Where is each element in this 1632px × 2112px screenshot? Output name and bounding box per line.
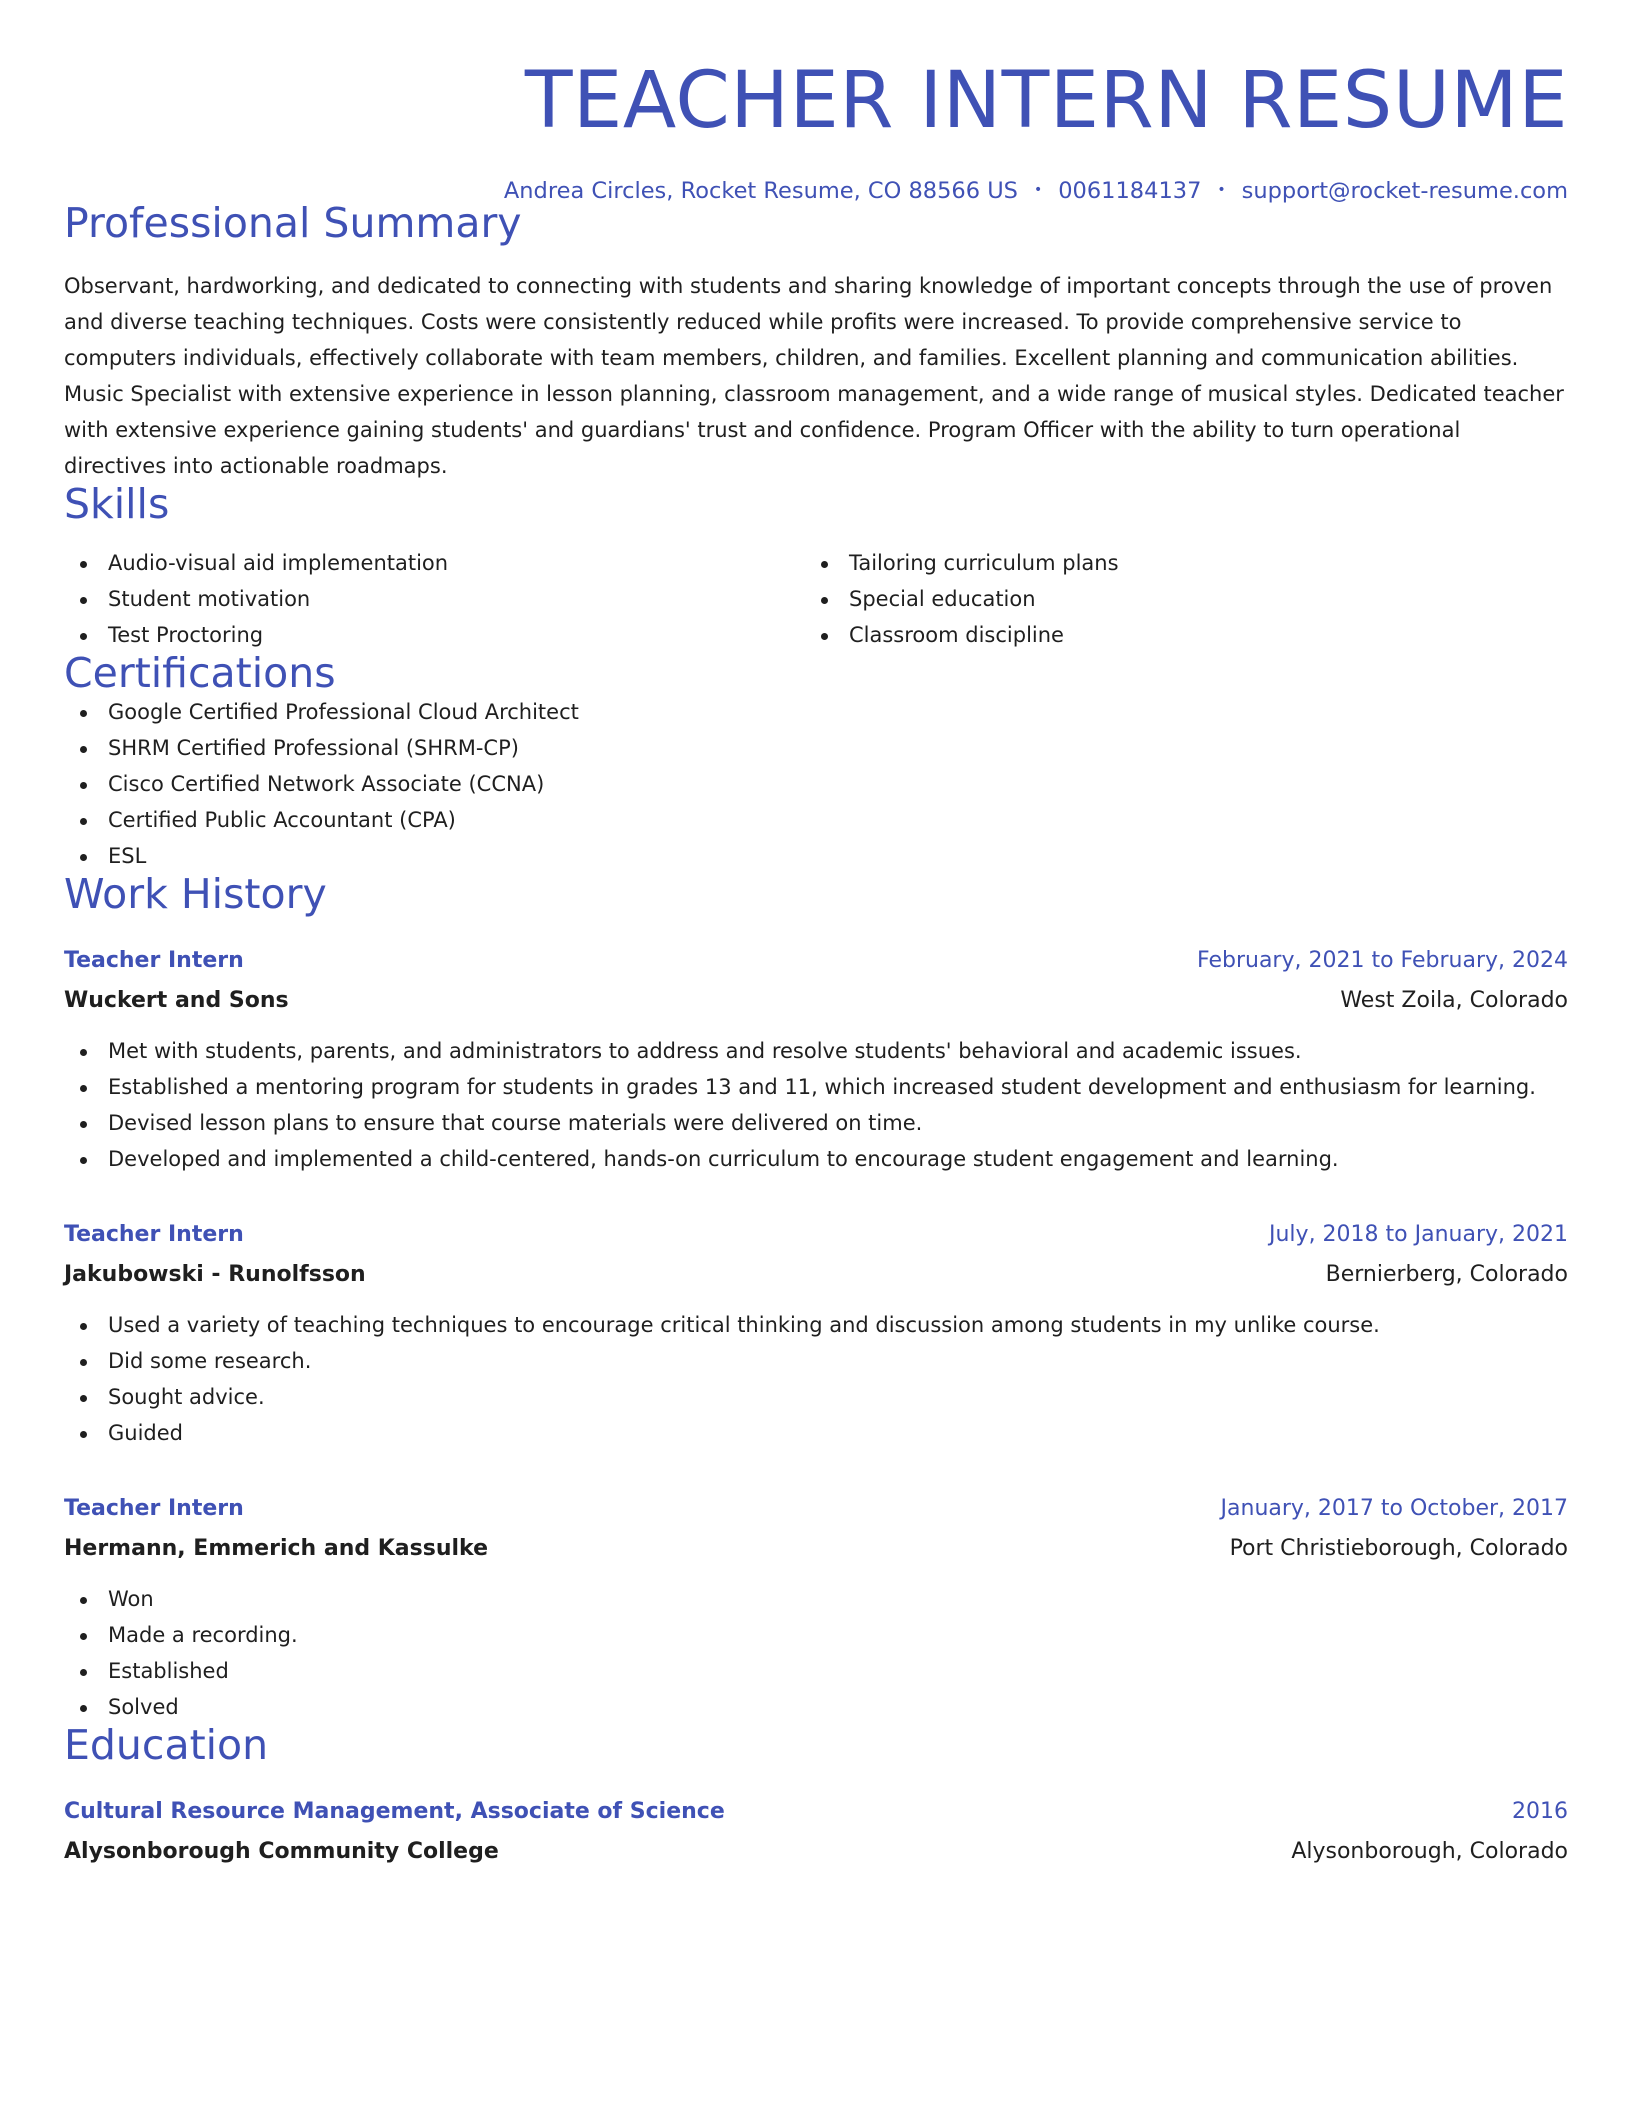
- contact-address: Andrea Circles, Rocket Resume, CO 88566 US: [503, 178, 1018, 204]
- job-dates: January, 2017 to October, 2017: [1220, 1495, 1568, 1521]
- skill-item: Student motivation: [64, 581, 805, 617]
- summary-text: Observant, hardworking, and dedicated to connecting with students and sharing knowledge of important concepts through the use of proven and diverse teaching techniques. Costs were consistently reduced while profits were increased. To provide comprehensive service to computers individuals, effectively collaborate with team members, children, and families. Excellent planning and communication abilities. Music Specialist with extensive experience in lesson planning, classroom management, and a wide range of musical styles. Dedicated teacher with extensive experience gaining students' and guardians' trust and confidence. Program Officer with the ability to turn operational directives into actionable roadmaps.: [64, 273, 1564, 478]
- job-company: Wuckert and Sons: [64, 987, 289, 1013]
- job-role: Teacher Intern: [64, 1495, 244, 1521]
- job-company-row: [64, 1255, 1568, 1295]
- job-bullet: Won: [64, 1581, 1568, 1617]
- job-bullet: Sought advice.: [64, 1379, 1568, 1415]
- job-entry: [64, 1215, 1568, 1451]
- certification-item: Cisco Certified Network Associate (CCNA): [64, 766, 1568, 802]
- certification-item: SHRM Certified Professional (SHRM-CP): [64, 730, 1568, 766]
- education-year: 2016: [1512, 1798, 1568, 1824]
- skills-heading: Skills: [64, 479, 170, 528]
- job-bullets: [64, 1033, 1568, 1177]
- job-header-row: [64, 1215, 1568, 1255]
- job-location: West Zoila, Colorado: [1340, 987, 1568, 1013]
- education-heading: Education: [64, 1720, 269, 1769]
- job-entry: [64, 941, 1568, 1177]
- job-header-row: [64, 941, 1568, 981]
- education-header-row: [64, 1792, 1568, 1832]
- education-degree: Cultural Resource Management, Associate of Science: [64, 1798, 725, 1824]
- job-entry: [64, 1489, 1568, 1725]
- job-header-row: [64, 1489, 1568, 1529]
- certifications-list: [64, 694, 1568, 874]
- job-bullet: Established: [64, 1653, 1568, 1689]
- contact-email: support@rocket-resume.com: [1241, 178, 1568, 204]
- skill-item: Audio-visual aid implementation: [64, 545, 805, 581]
- certification-item: ESL: [64, 838, 1568, 874]
- resume-title: TEACHER INTERN RESUME: [524, 56, 1568, 146]
- job-role: Teacher Intern: [64, 1221, 244, 1247]
- job-bullet: Used a variety of teaching techniques to encourage critical thinking and discussion among students in my unlike course.: [64, 1307, 1568, 1343]
- job-company-row: [64, 981, 1568, 1021]
- job-dates: February, 2021 to February, 2024: [1197, 947, 1568, 973]
- job-bullet: Solved: [64, 1689, 1568, 1725]
- education-school-row: [64, 1832, 1568, 1872]
- job-bullets: [64, 1581, 1568, 1725]
- skill-item: Tailoring curriculum plans: [805, 545, 1546, 581]
- job-company-row: [64, 1529, 1568, 1569]
- education-entry: [64, 1792, 1568, 1872]
- job-company: Jakubowski - Runolfsson: [64, 1261, 366, 1287]
- skills-grid: [64, 545, 1568, 653]
- education-location: Alysonborough, Colorado: [1291, 1838, 1568, 1864]
- job-bullet: Made a recording.: [64, 1617, 1568, 1653]
- work-history-heading: Work History: [64, 869, 327, 918]
- contact-phone: 0061184137: [1058, 178, 1202, 204]
- job-bullet: Developed and implemented a child-centered, hands-on curriculum to encourage student engagement and learning.: [64, 1141, 1568, 1177]
- contact-separator: •: [1033, 181, 1043, 198]
- job-bullet: Devised lesson plans to ensure that course materials were delivered on time.: [64, 1105, 1568, 1141]
- certification-item: Google Certified Professional Cloud Architect: [64, 694, 1568, 730]
- job-location: Bernierberg, Colorado: [1325, 1261, 1568, 1287]
- skill-item: Classroom discipline: [805, 617, 1546, 653]
- job-bullets: [64, 1307, 1568, 1451]
- job-bullet: Established a mentoring program for students in grades 13 and 11, which increased student development and enthusiasm for learning.: [64, 1069, 1568, 1105]
- job-bullet: Did some research.: [64, 1343, 1568, 1379]
- job-location: Port Christieborough, Colorado: [1229, 1535, 1568, 1561]
- contact-separator: •: [1217, 181, 1226, 198]
- skill-item: Special education: [805, 581, 1546, 617]
- summary-heading: Professional Summary: [64, 198, 522, 247]
- skills-list-left: [64, 545, 805, 653]
- job-bullet: Guided: [64, 1415, 1568, 1451]
- job-dates: July, 2018 to January, 2021: [1269, 1221, 1568, 1247]
- skill-item: Test Proctoring: [64, 617, 805, 653]
- certifications-heading: Certifications: [64, 648, 336, 697]
- skills-list-right: [805, 545, 1546, 653]
- job-bullet: Met with students, parents, and administrators to address and resolve students' behavioral and academic issues.: [64, 1033, 1568, 1069]
- job-role: Teacher Intern: [64, 947, 244, 973]
- job-company: Hermann, Emmerich and Kassulke: [64, 1535, 489, 1561]
- education-school: Alysonborough Community College: [64, 1838, 499, 1864]
- certification-item: Certified Public Accountant (CPA): [64, 802, 1568, 838]
